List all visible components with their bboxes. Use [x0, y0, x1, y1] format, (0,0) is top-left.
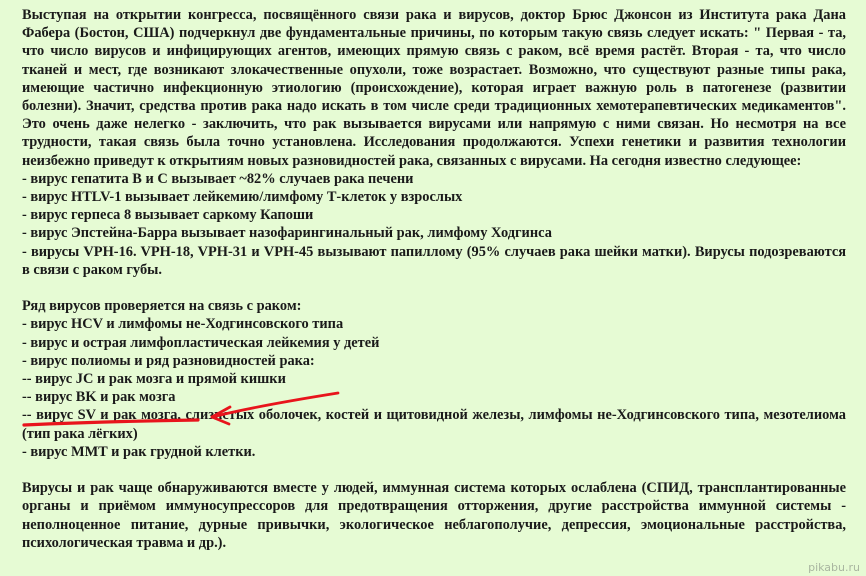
list-item: - вирус полиомы и ряд разновидностей рака:: [22, 352, 315, 369]
article-text: [22, 6, 846, 552]
list-item: - вирус MMT и рак грудной клетки.: [22, 443, 256, 460]
intro-paragraph: Выступая на открытии конгресса, посвящённого связи рака и вирусов, доктор Брюс Джонсон из Института рака Дана Фабера (Бостон, США) подчеркнул две фундаментальные причины, по которым такую связь следует искать: " Первая - та, что число вирусов и инфицирующих агентов, имеющих прямую связь с раком, всё время растёт. Вторая - та, что число тканей и мест, где возникают злокачественные опухоли, тоже возрастает. Возможно, что существуют разные типы рака, имеющие частично инфекционную этиологию (происхождение), которая играет важную роль в патогенезе (развитии болезни). Значит, средства против рака надо искать в том числе среди традиционных хемотерапевтических медикаментов". Это очень даже нелегко - заключить, что рак вызывается вирусами или напрямую с ними связан. Но несмотря на все трудности, такая связь была точно установлена. Исследования продолжаются. Успехи генетики и развития технологии неизбежно приведут к открытиям новых разновидностей рака, связанных с вирусами. На сегодня известно следующее:: [22, 7, 846, 169]
list-item: - вирус и острая лимфопластическая лейкемия у детей: [22, 334, 380, 351]
spacer: [22, 279, 846, 297]
list-item: -- вирус JC и рак мозга и прямой кишки: [22, 371, 286, 388]
list-item: -- вирус SV и рак мозга, слизистых оболочек, костей и щитовидной железы, лимфомы не-Ходгинсовского типа, мезотелиома (тип рака лёгких): [22, 407, 846, 442]
known-viruses-list: [22, 170, 846, 279]
spacer: [22, 461, 846, 479]
checked-viruses-heading: Ряд вирусов проверяется на связь с раком:: [22, 298, 302, 315]
list-item: - вирус HTLV-1 вызывает лейкемию/лимфому Т-клеток у взрослых: [22, 189, 463, 206]
watermark: pikabu.ru: [808, 561, 860, 574]
list-item: - вирусы VPH-16. VPH-18, VPH-31 и VPH-45 вызывают папиллому (95% случаев рака шейки матки). Вирусы подозреваются в связи с раком губы.: [22, 243, 846, 278]
final-paragraph: Вирусы и рак чаще обнаруживаются вместе у людей, иммунная система которых ослаблена (СПИД, трансплантированные органы и приёмом иммуносупрессоров для предотвращения отторжения, другие расстройства иммунной системы - неполноценное питание, дурные привычки, экологическое неблагополучие, депрессия, эмоциональные расстройства, психологическая травма и др.).: [22, 480, 846, 551]
list-item: - вирус герпеса 8 вызывает саркому Капоши: [22, 207, 314, 224]
list-item: - вирус Эпстейна-Барра вызывает назофарингинальный рак, лимфому Ходгинса: [22, 225, 552, 242]
list-item: - вирус HCV и лимфомы не-Ходгинсовского типа: [22, 316, 344, 333]
list-item: - вирус гепатита B и C вызывает ~82% случаев рака печени: [22, 170, 414, 187]
checked-viruses-list: [22, 315, 846, 461]
list-item-highlighted: -- вирус BK и рак мозга: [22, 389, 176, 406]
